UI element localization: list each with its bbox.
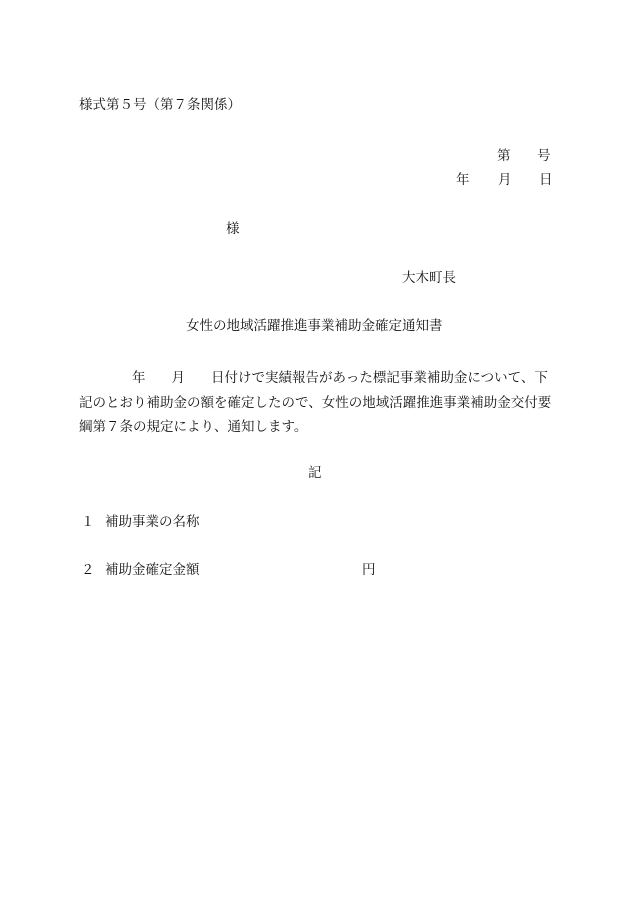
body-line-3: 綱第７条の規定により、通知します。: [79, 419, 308, 435]
body-year-label: 年: [132, 370, 146, 386]
date-month-label: 月: [498, 172, 512, 188]
body-month-label: 月: [171, 370, 185, 386]
ki-heading: 記: [308, 465, 322, 481]
notice-body: [79, 366, 559, 440]
addressee-honorific: 様: [226, 221, 240, 237]
form-label: 様式第５号（第７条関係）: [79, 97, 241, 113]
body-line-1: [79, 366, 559, 391]
item-number: ２: [81, 562, 95, 578]
document-title: 女性の地域活躍推進事業補助金確定通知書: [186, 318, 443, 334]
item-project-name: [81, 514, 200, 530]
item-confirmed-amount: [81, 562, 200, 578]
item-number: １: [81, 514, 95, 530]
item-label: 補助金確定金額: [105, 562, 200, 578]
issuer-name: 大木町長: [402, 270, 456, 286]
item-label: 補助事業の名称: [105, 514, 200, 530]
body-line-2: 記のとおり補助金の額を確定したので、女性の地域活躍推進事業補助金交付要: [79, 394, 552, 411]
date-day-label: 日: [539, 172, 553, 188]
date-year-label: 年: [456, 172, 470, 188]
amount-unit: 円: [362, 562, 376, 578]
number-prefix: 第: [497, 148, 511, 164]
body-line-1-text: 日付けで実績報告があった標記事業補助金について、下: [211, 370, 548, 386]
number-suffix: 号: [537, 148, 551, 164]
